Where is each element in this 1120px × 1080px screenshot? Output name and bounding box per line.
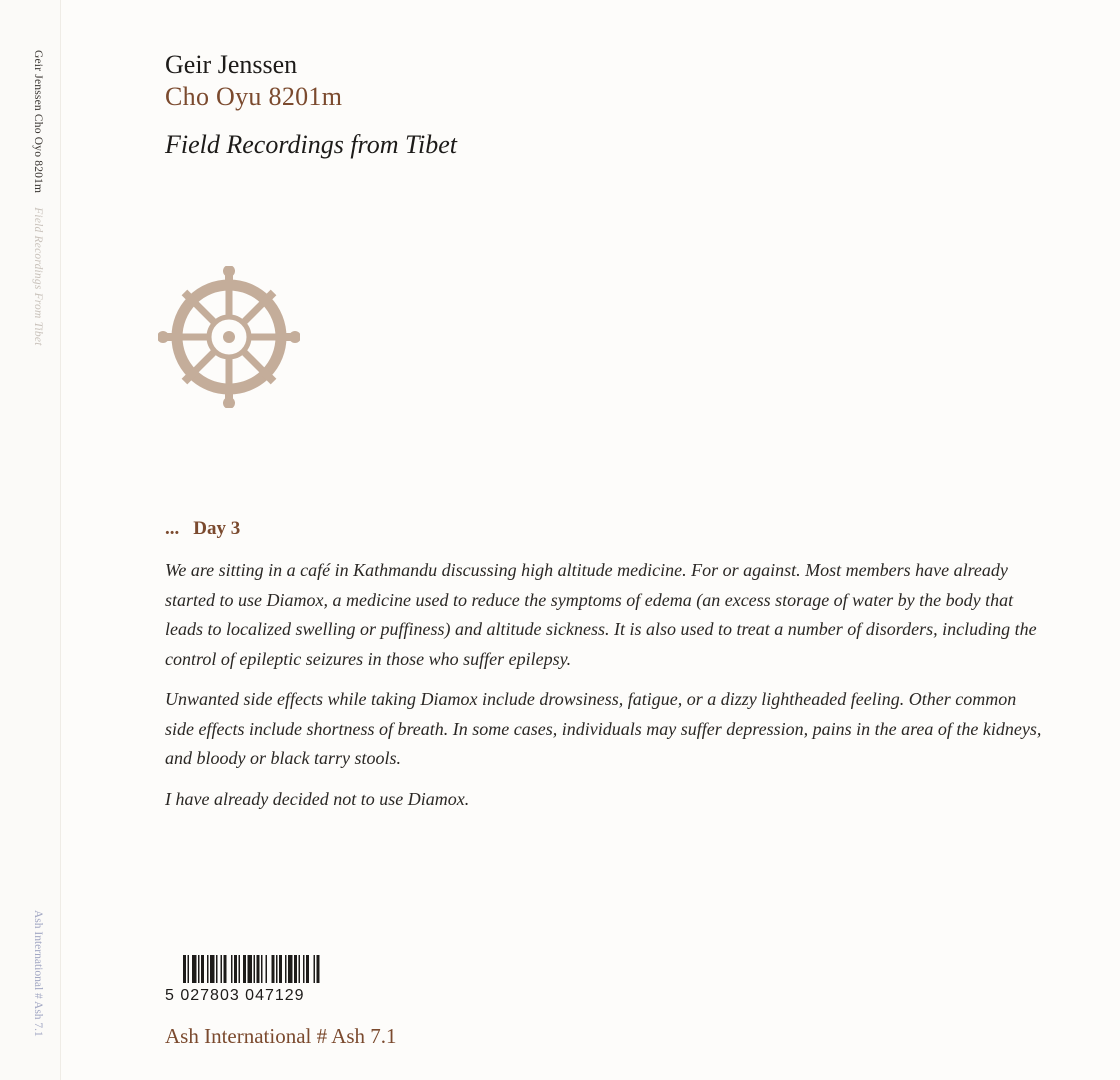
album-title: Cho Oyu 8201m: [165, 82, 343, 111]
spine-subtitle: Field Recordings From Tibet: [32, 207, 44, 346]
day-label: Day 3: [193, 518, 241, 539]
dharma-wheel-icon: [158, 266, 300, 408]
album-subtitle: Field Recordings from Tibet: [165, 130, 457, 159]
barcode-bars: [165, 955, 361, 989]
day-heading: [165, 518, 1045, 540]
spine-label: Ash International # Ash 7.1: [32, 910, 44, 1037]
paragraph-3: I have already decided not to use Diamox.: [165, 788, 470, 809]
liner-notes: [165, 518, 1045, 825]
spine: [0, 0, 61, 1080]
barcode-number: 5 027803 047129: [165, 987, 305, 1004]
paragraph-2: Unwanted side effects while taking Diamox include drowsiness, fatigue, or a dizzy lightheaded feeling. Other common side effects include shortness of breath. In some cases, individuals may suffer depression, pains in the area of the kidneys, and bloody or black tarry stools.: [165, 689, 1042, 768]
day-ellipsis: ...: [165, 518, 180, 539]
barcode: [165, 955, 361, 1004]
spine-title: [32, 50, 44, 346]
header: [165, 50, 457, 160]
artist-name: Geir Jenssen: [165, 50, 298, 79]
spine-artist-album: Geir Jenssen Cho Oyo 8201m: [32, 50, 44, 194]
label-catalog: Ash International # Ash 7.1: [165, 1024, 397, 1048]
paragraph-1: We are sitting in a café in Kathmandu discussing high altitude medicine. For or against. Most members have already started to use Diamox, a medicine used to reduce the symptoms of edema (an excess storage of water by the body that leads to localized swelling or puffiness) and altitude sickness. It is also used to treat a number of disorders, including the control of epileptic seizures in those who suffer epilepsy.: [165, 560, 1037, 669]
